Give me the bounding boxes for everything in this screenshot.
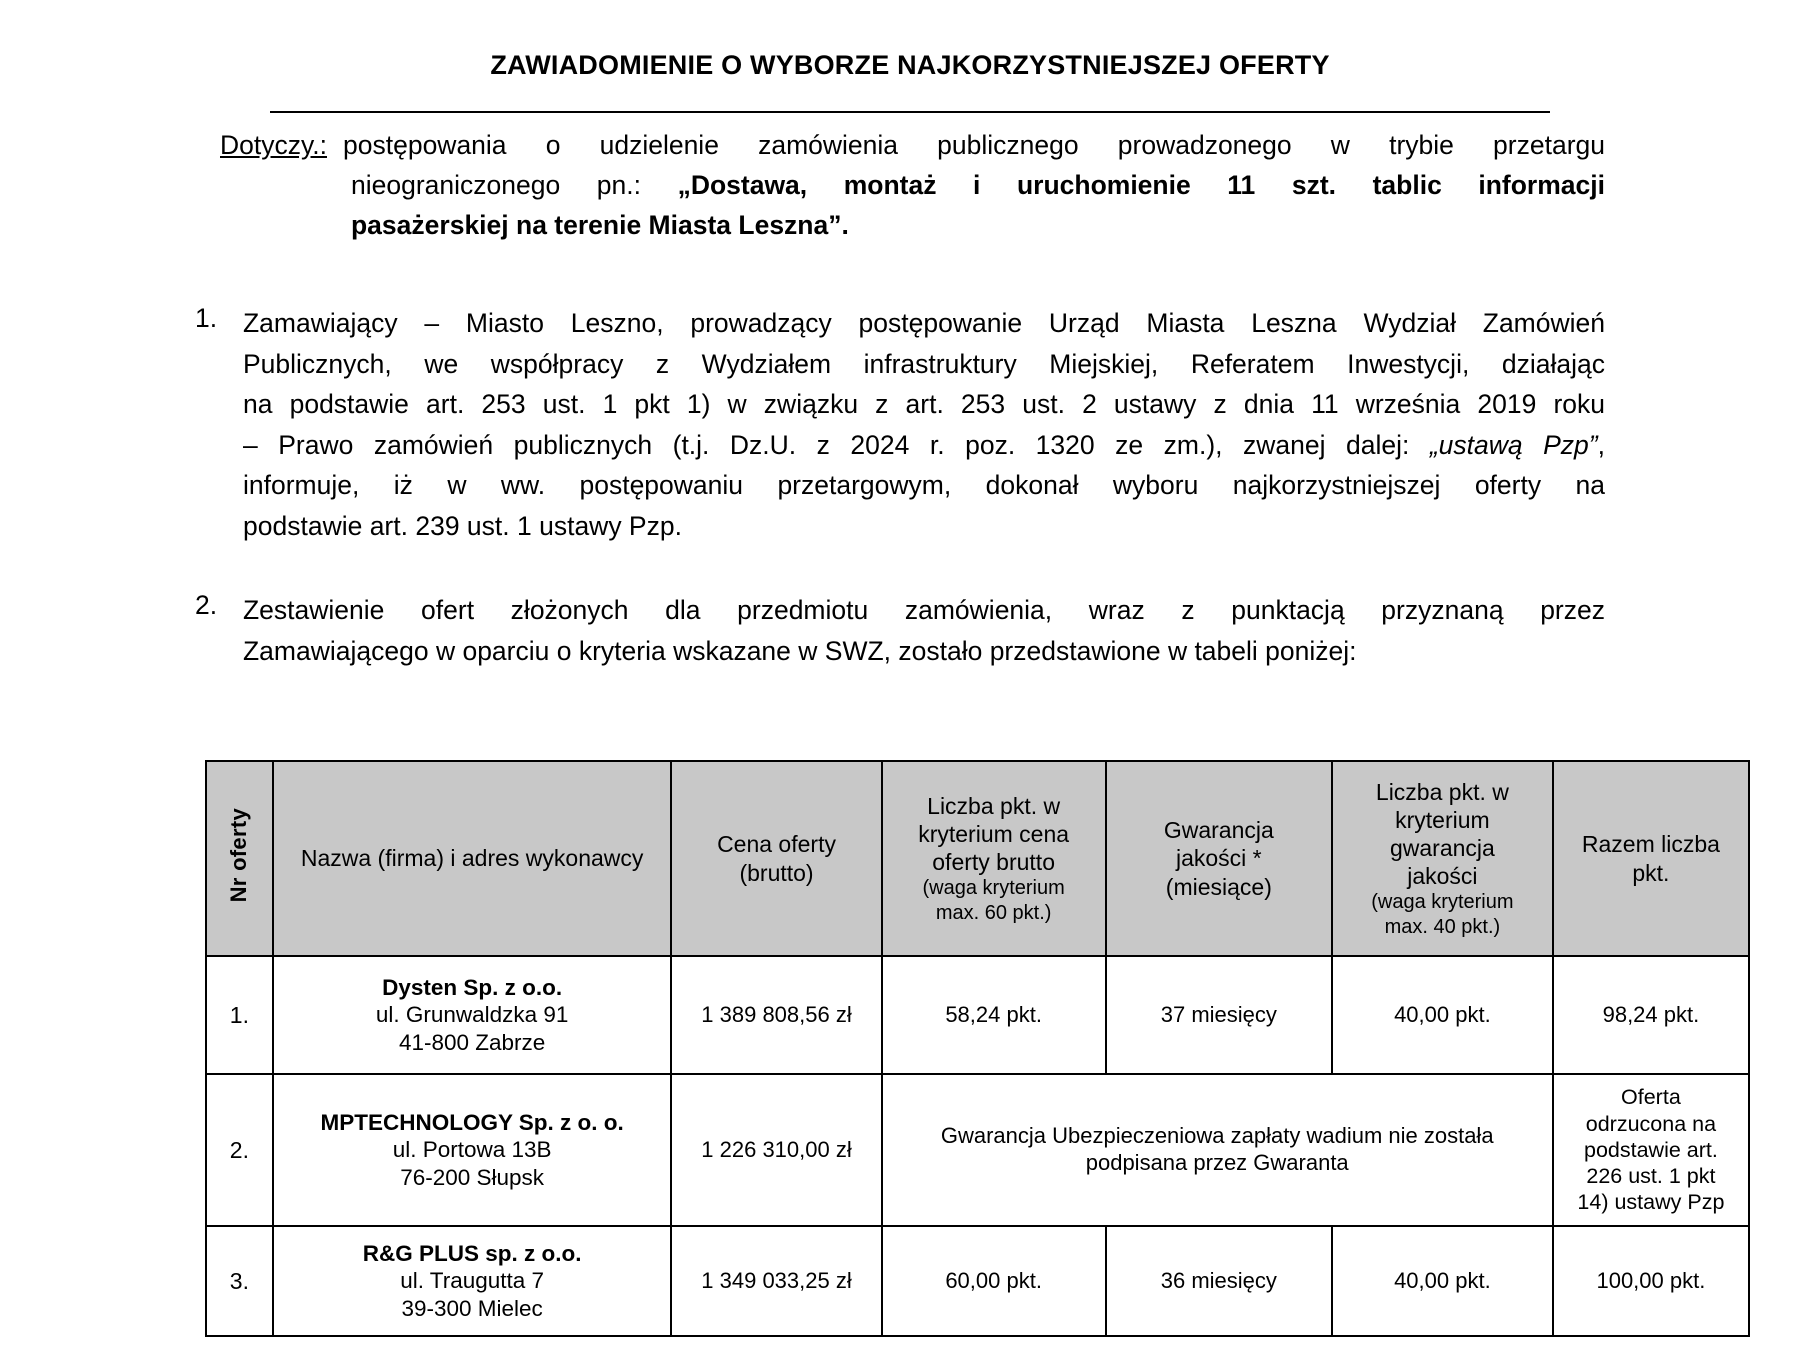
offers-table-container: [205, 760, 1750, 1337]
row3-company-name: R&G PLUS sp. z o.o.: [362, 1240, 582, 1266]
header-pkt-cena-line2: kryterium cena: [918, 821, 1070, 848]
row2-reject-line2: odrzucona na: [1585, 1111, 1717, 1136]
table-header-row: [206, 761, 1749, 956]
row2-note-line1: Gwarancja Ubezpieczeniowa zapłaty wadium nie została: [940, 1123, 1494, 1149]
row2-company-street: ul. Portowa 13B: [392, 1137, 552, 1163]
row1-price: 1 389 808,56 zł: [671, 956, 881, 1074]
list-item-2-body: [243, 590, 1605, 671]
item2-line1: Zestawienie ofert złożonych dla przedmiotu zamówienia, wraz z punktacją przyznaną przez: [243, 595, 1605, 626]
row2-reject-line4: 226 ust. 1 pkt: [1586, 1164, 1716, 1189]
row1-company-name: Dysten Sp. z o.o.: [382, 974, 563, 1000]
header-pkt-gwar-line6: max. 40 pkt.): [1384, 915, 1501, 938]
header-nr-oferty-label: Nr oferty: [225, 808, 251, 903]
row3-pkt-guarantee: 40,00 pkt.: [1332, 1226, 1553, 1336]
table-row: [206, 1226, 1749, 1336]
row1-company-city: 41-800 Zabrze: [398, 1029, 546, 1055]
header-cena-oferty: [671, 761, 881, 956]
header-pkt-cena-line1: Liczba pkt. w: [927, 793, 1061, 820]
header-liczba-pkt-cena: [882, 761, 1106, 956]
header-cena-line2: (brutto): [739, 859, 814, 886]
item1-line1: Zamawiający – Miasto Leszno, prowadzący postępowanie Urząd Miasta Leszna Wydział Zamówień: [243, 308, 1605, 339]
offers-table-body: [206, 956, 1749, 1336]
table-row: [206, 1074, 1749, 1226]
row2-nr: 2.: [206, 1074, 273, 1226]
row2-rejection-note: [882, 1074, 1553, 1226]
row2-note-line2: podpisana przez Gwaranta: [1085, 1150, 1349, 1175]
row1-pkt-guarantee: 40,00 pkt.: [1332, 956, 1553, 1074]
page-title: ZAWIADOMIENIE O WYBORZE NAJKORZYSTNIEJSZEJ OFERTY: [490, 50, 1330, 80]
offers-table: [205, 760, 1750, 1337]
row3-nr: 3.: [206, 1226, 273, 1336]
table-row: [206, 956, 1749, 1074]
subject-text-line-3: [220, 206, 1605, 246]
row1-pkt-price: 58,24 pkt.: [882, 956, 1106, 1074]
item1-line2: Publicznych, we współpracy z Wydziałem infrastruktury Miejskiej, Referatem Inwestycji, działając: [243, 348, 1605, 379]
row3-guarantee: 36 miesięcy: [1106, 1226, 1332, 1336]
header-cena-line1: Cena oferty: [717, 831, 836, 858]
row1-nr: 1.: [206, 956, 273, 1074]
list-item-1: [195, 303, 1605, 546]
header-pkt-gwar-line1: Liczba pkt. w: [1375, 779, 1509, 806]
row1-total: 98,24 pkt.: [1553, 956, 1749, 1074]
header-razem-line1: Razem liczba: [1581, 831, 1720, 858]
header-razem-line2: pkt.: [1632, 859, 1670, 886]
item1-line6: podstawie art. 239 ust. 1 ustawy Pzp.: [243, 510, 682, 541]
list-item-2: [195, 590, 1605, 671]
row2-reject-line3: podstawie art.: [1583, 1137, 1718, 1162]
header-pkt-gwar-line4: jakości: [1407, 863, 1478, 890]
item2-line2: Zamawiającego w oparciu o kryteria wskazane w SWZ, zostało przedstawione w tabeli poniżej:: [243, 635, 1357, 666]
header-razem-liczba-pkt: [1553, 761, 1749, 956]
numbered-list: [0, 303, 1820, 671]
row3-company-city: 39-300 Mielec: [401, 1295, 543, 1321]
row3-company: [273, 1226, 672, 1336]
header-pkt-cena-line5: max. 60 pkt.): [935, 901, 1052, 924]
row2-company: [273, 1074, 672, 1226]
list-item-1-body: [243, 303, 1605, 546]
row2-reject-line1: Oferta: [1621, 1085, 1681, 1110]
header-pkt-cena-line3: oferty brutto: [932, 849, 1055, 876]
header-pkt-gwar-line3: gwarancja: [1389, 835, 1495, 862]
header-pkt-gwar-line2: kryterium: [1395, 807, 1490, 834]
row2-company-name: MPTECHNOLOGY Sp. z o. o.: [320, 1109, 624, 1135]
title-divider: [270, 111, 1550, 113]
header-pkt-cena-line4: (waga kryterium: [922, 877, 1065, 900]
subject-text-line-1: postępowania o udzielenie zamówienia publicznego prowadzonego w trybie przetargu: [343, 130, 1605, 160]
row1-guarantee: 37 miesięcy: [1106, 956, 1332, 1074]
row2-company-city: 76-200 Słupsk: [400, 1164, 545, 1190]
list-item-2-number: 2.: [195, 590, 218, 621]
header-gwarancja-jakosci: [1106, 761, 1332, 956]
row3-total: 100,00 pkt.: [1553, 1226, 1749, 1336]
item1-line4-a: – Prawo zamówień publicznych (t.j. Dz.U. z 2024 r. poz. 1320 ze zm.), zwanej dalej:: [243, 429, 1430, 460]
subject-text-line-2: [220, 166, 1605, 206]
list-item-1-number: 1.: [195, 303, 218, 334]
item1-line4: [243, 425, 1605, 466]
item1-line4-b: ,: [1597, 429, 1605, 460]
subject-first-line: [220, 126, 1605, 166]
item1-line5: informuje, iż w ww. postępowaniu przetargowym, dokonał wyboru najkorzystniejszej oferty na: [243, 470, 1605, 501]
row1-company-street: ul. Grunwaldzka 91: [375, 1002, 569, 1028]
header-gwarancja-line3: (miesiące): [1165, 873, 1272, 900]
header-gwarancja-line2: jakości *: [1175, 845, 1262, 872]
row2-total-rejected: [1553, 1074, 1749, 1226]
row3-company-street: ul. Traugutta 7: [400, 1268, 545, 1294]
header-nazwa-adres: Nazwa (firma) i adres wykonawcy: [273, 761, 672, 956]
row2-reject-line5: 14) ustawy Pzp: [1577, 1190, 1725, 1215]
subject-line2-prefix: nieograniczonego pn.:: [351, 169, 678, 200]
offers-table-head: [206, 761, 1749, 956]
row3-pkt-price: 60,00 pkt.: [882, 1226, 1106, 1336]
row2-price: 1 226 310,00 zł: [671, 1074, 881, 1226]
header-liczba-pkt-gwarancja: [1332, 761, 1553, 956]
subject-block: [0, 126, 1820, 245]
subject-label: Dotyczy.:: [220, 130, 327, 160]
item1-line3: na podstawie art. 253 ust. 1 pkt 1) w związku z art. 253 ust. 2 ustawy z dnia 11 września 2019 roku: [243, 389, 1605, 420]
row1-company: [273, 956, 672, 1074]
row3-price: 1 349 033,25 zł: [671, 1226, 881, 1336]
header-pkt-gwar-line5: (waga kryterium: [1371, 891, 1514, 914]
header-gwarancja-line1: Gwarancja: [1163, 817, 1274, 844]
header-nr-oferty: [206, 761, 273, 956]
item1-line4-italic: „ustawą Pzp”: [1429, 429, 1598, 460]
subject-line2-bold: „Dostawa, montaż i uruchomienie 11 szt. tablic informacji: [677, 169, 1606, 200]
subject-line3-bold: pasażerskiej na terenie Miasta Leszna”.: [351, 209, 849, 240]
